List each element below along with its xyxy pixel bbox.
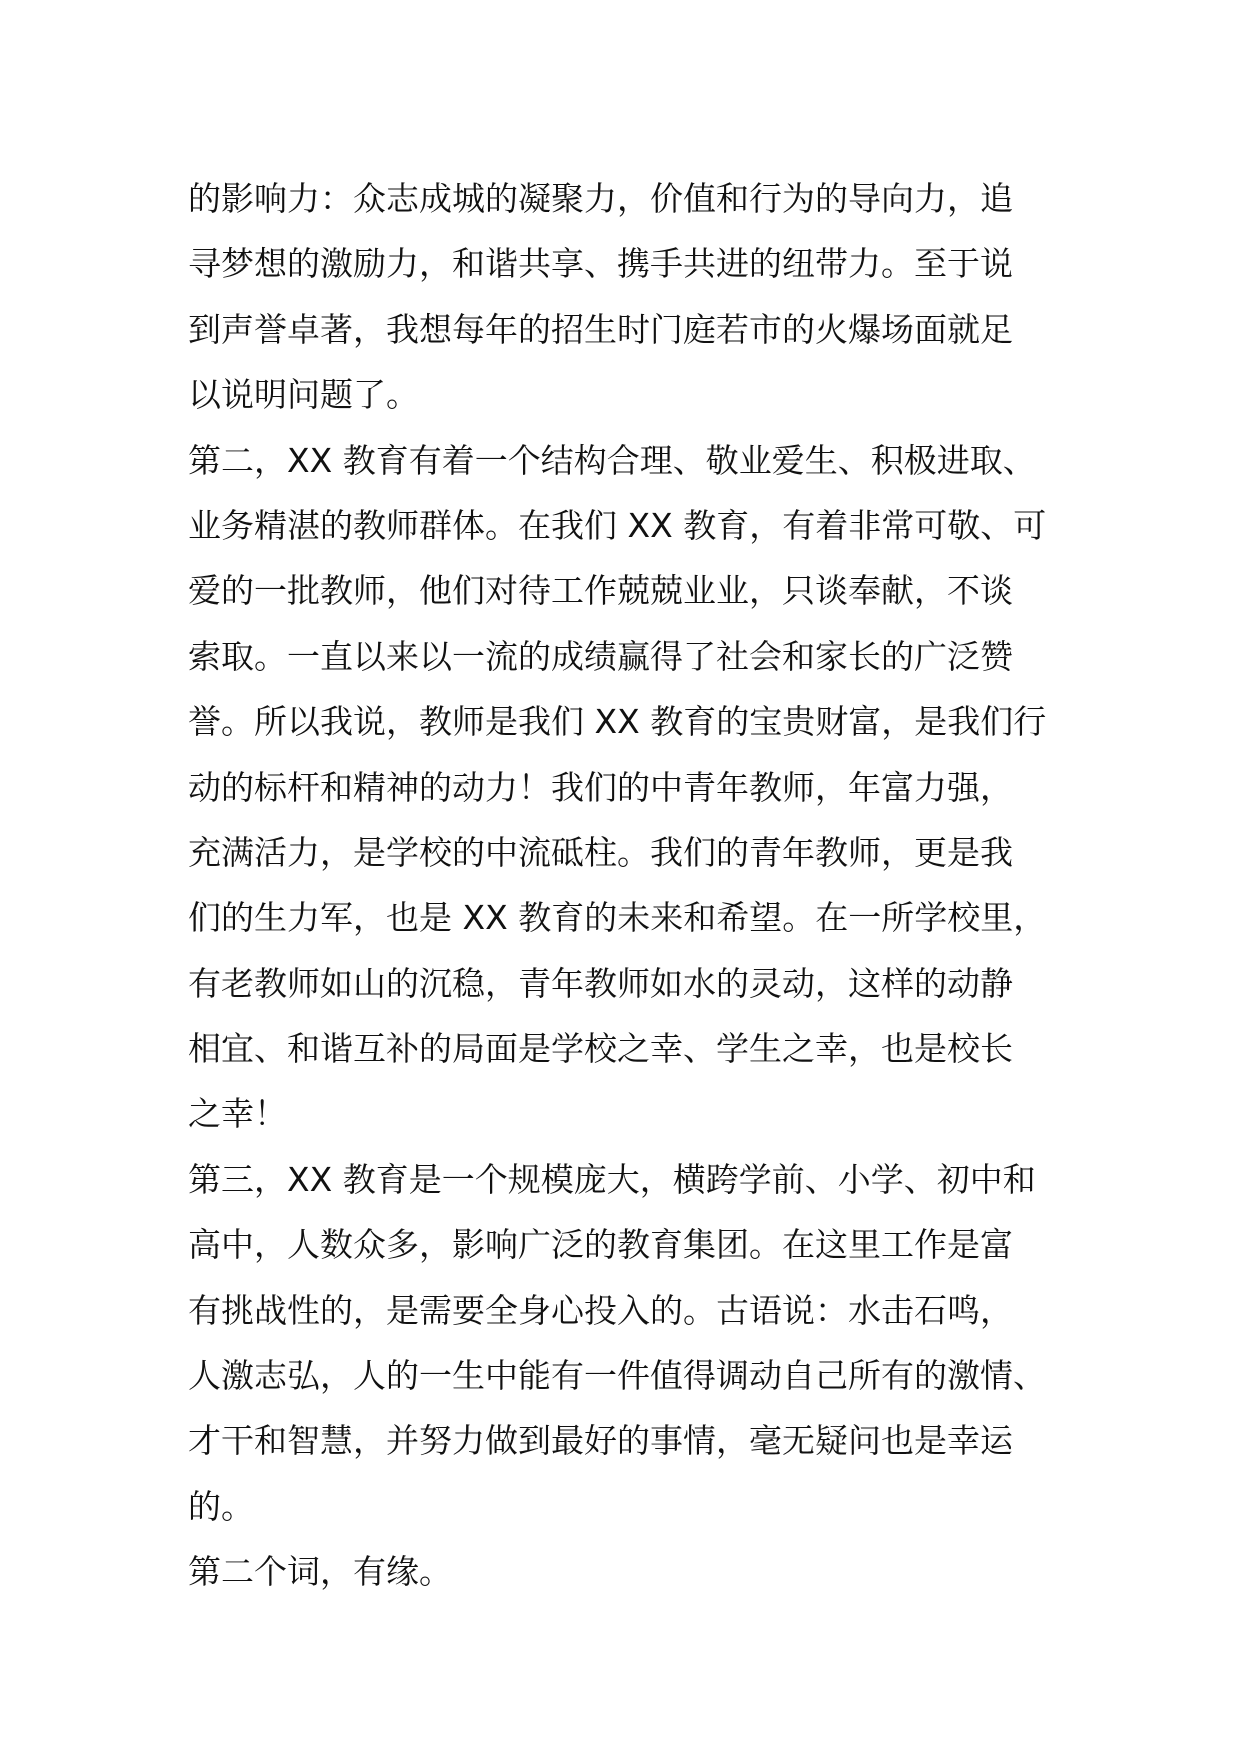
text-line: 到声誉卓著，我想每年的招生时门庭若市的火爆场面就足 [188, 309, 1013, 349]
text-line: 誉。所以我说，教师是我们 XX 教育的宝贵财富，是我们行 [188, 702, 1047, 742]
text-line: 业务精湛的教师群体。在我们 XX 教育，有着非常可敬、可 [188, 505, 1047, 545]
text-line: 寻梦想的激励力，和谐共享、携手共进的纽带力。至于说 [188, 244, 1013, 284]
text-line: 高中，人数众多，影响广泛的教育集团。在这里工作是富 [188, 1225, 1013, 1265]
text-line: 以说明问题了。 [188, 375, 419, 415]
text-line: 充满活力，是学校的中流砥柱。我们的青年教师，更是我 [188, 832, 1013, 872]
text-line: 索取。一直以来以一流的成绩赢得了社会和家长的广泛赞 [188, 636, 1013, 676]
text-line: 人激志弘，人的一生中能有一件值得调动自己所有的激情、 [188, 1356, 1046, 1396]
text-line: 第二个词，有缘。 [188, 1552, 452, 1592]
text-line: 们的生力军，也是 XX 教育的未来和希望。在一所学校里， [188, 898, 1047, 938]
text-line: 动的标杆和精神的动力！我们的中青年教师，年富力强， [188, 767, 1013, 807]
text-line: 有老教师如山的沉稳，青年教师如水的灵动，这样的动静 [188, 963, 1013, 1003]
text-line: 的影响力：众志成城的凝聚力，价值和行为的导向力，追 [188, 179, 1013, 218]
text-line: 的。 [188, 1486, 254, 1526]
text-line: 相宜、和谐互补的局面是学校之幸、学生之幸，也是校长 [188, 1029, 1013, 1069]
text-line: 才干和智慧，并努力做到最好的事情，毫无疑问也是幸运 [188, 1421, 1013, 1461]
text-line: 有挑战性的，是需要全身心投入的。古语说：水击石鸣， [188, 1290, 1013, 1330]
document-body [188, 166, 1068, 1605]
text-line: 爱的一批教师，他们对待工作兢兢业业，只谈奉献，不谈 [188, 571, 1013, 611]
text-line: 第二，XX 教育有着一个结构合理、敬业爱生、积极进取、 [188, 440, 1036, 480]
text-line: 第三，XX 教育是一个规模庞大，横跨学前、小学、初中和 [188, 1159, 1036, 1199]
text-line: 之幸！ [188, 1094, 287, 1134]
